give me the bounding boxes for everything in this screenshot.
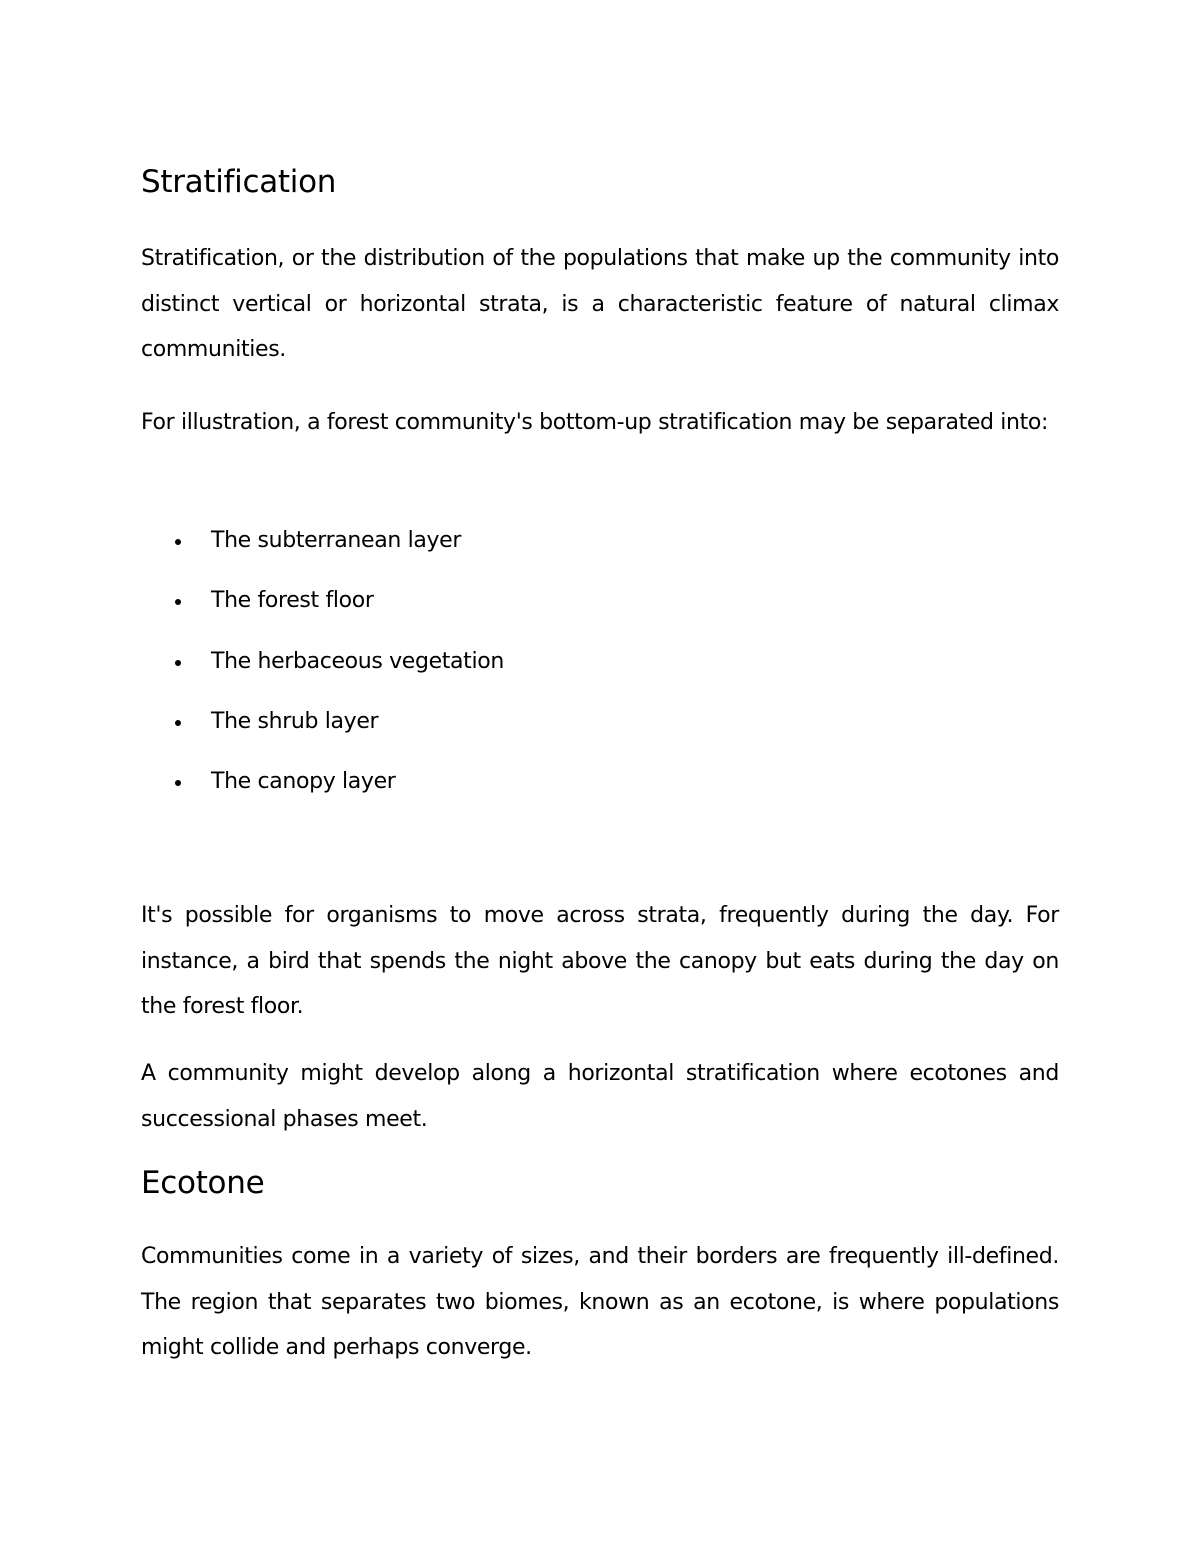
paragraph-forest-illustration: For illustration, a forest community's bottom-up stratification may be separated into: xyxy=(141,410,1049,435)
list-item-text: The shrub layer xyxy=(211,708,379,734)
bullet-icon xyxy=(175,720,181,726)
list-item xyxy=(141,762,1059,802)
list-item xyxy=(141,642,1059,682)
list-item-text: The forest floor xyxy=(211,588,374,614)
bullet-icon xyxy=(175,780,181,786)
list-item xyxy=(141,581,1059,621)
paragraph-ecotone-definition: Communities come in a variety of sizes, and their borders are frequently ill-defined. The region that separates two biomes, known as an ecotone, is where populations might collide and perhaps converge. xyxy=(141,1244,1059,1360)
list-item xyxy=(141,702,1059,742)
paragraph-horizontal-stratification: A community might develop along a horizontal stratification where ecotones and successional phases meet. xyxy=(141,1061,1059,1132)
section-heading-ecotone: Ecotone xyxy=(141,1165,265,1201)
list-item-text: The herbaceous vegetation xyxy=(211,648,504,674)
list-item xyxy=(141,521,1059,561)
bullet-icon xyxy=(175,660,181,666)
bullet-icon xyxy=(175,539,181,545)
bullet-icon xyxy=(175,599,181,605)
section-heading-stratification: Stratification xyxy=(141,164,337,200)
paragraph-stratification-definition: Stratification, or the distribution of the populations that make up the community into distinct vertical or horizontal strata, is a characteristic feature of natural climax communities. xyxy=(141,246,1059,362)
list-item-text: The canopy layer xyxy=(211,769,396,795)
forest-layers-list xyxy=(141,521,1059,822)
paragraph-organisms-strata: It's possible for organisms to move across strata, frequently during the day. For instance, a bird that spends the night above the canopy but eats during the day on the forest floor. xyxy=(141,903,1059,1019)
list-item-text: The subterranean layer xyxy=(211,528,462,553)
